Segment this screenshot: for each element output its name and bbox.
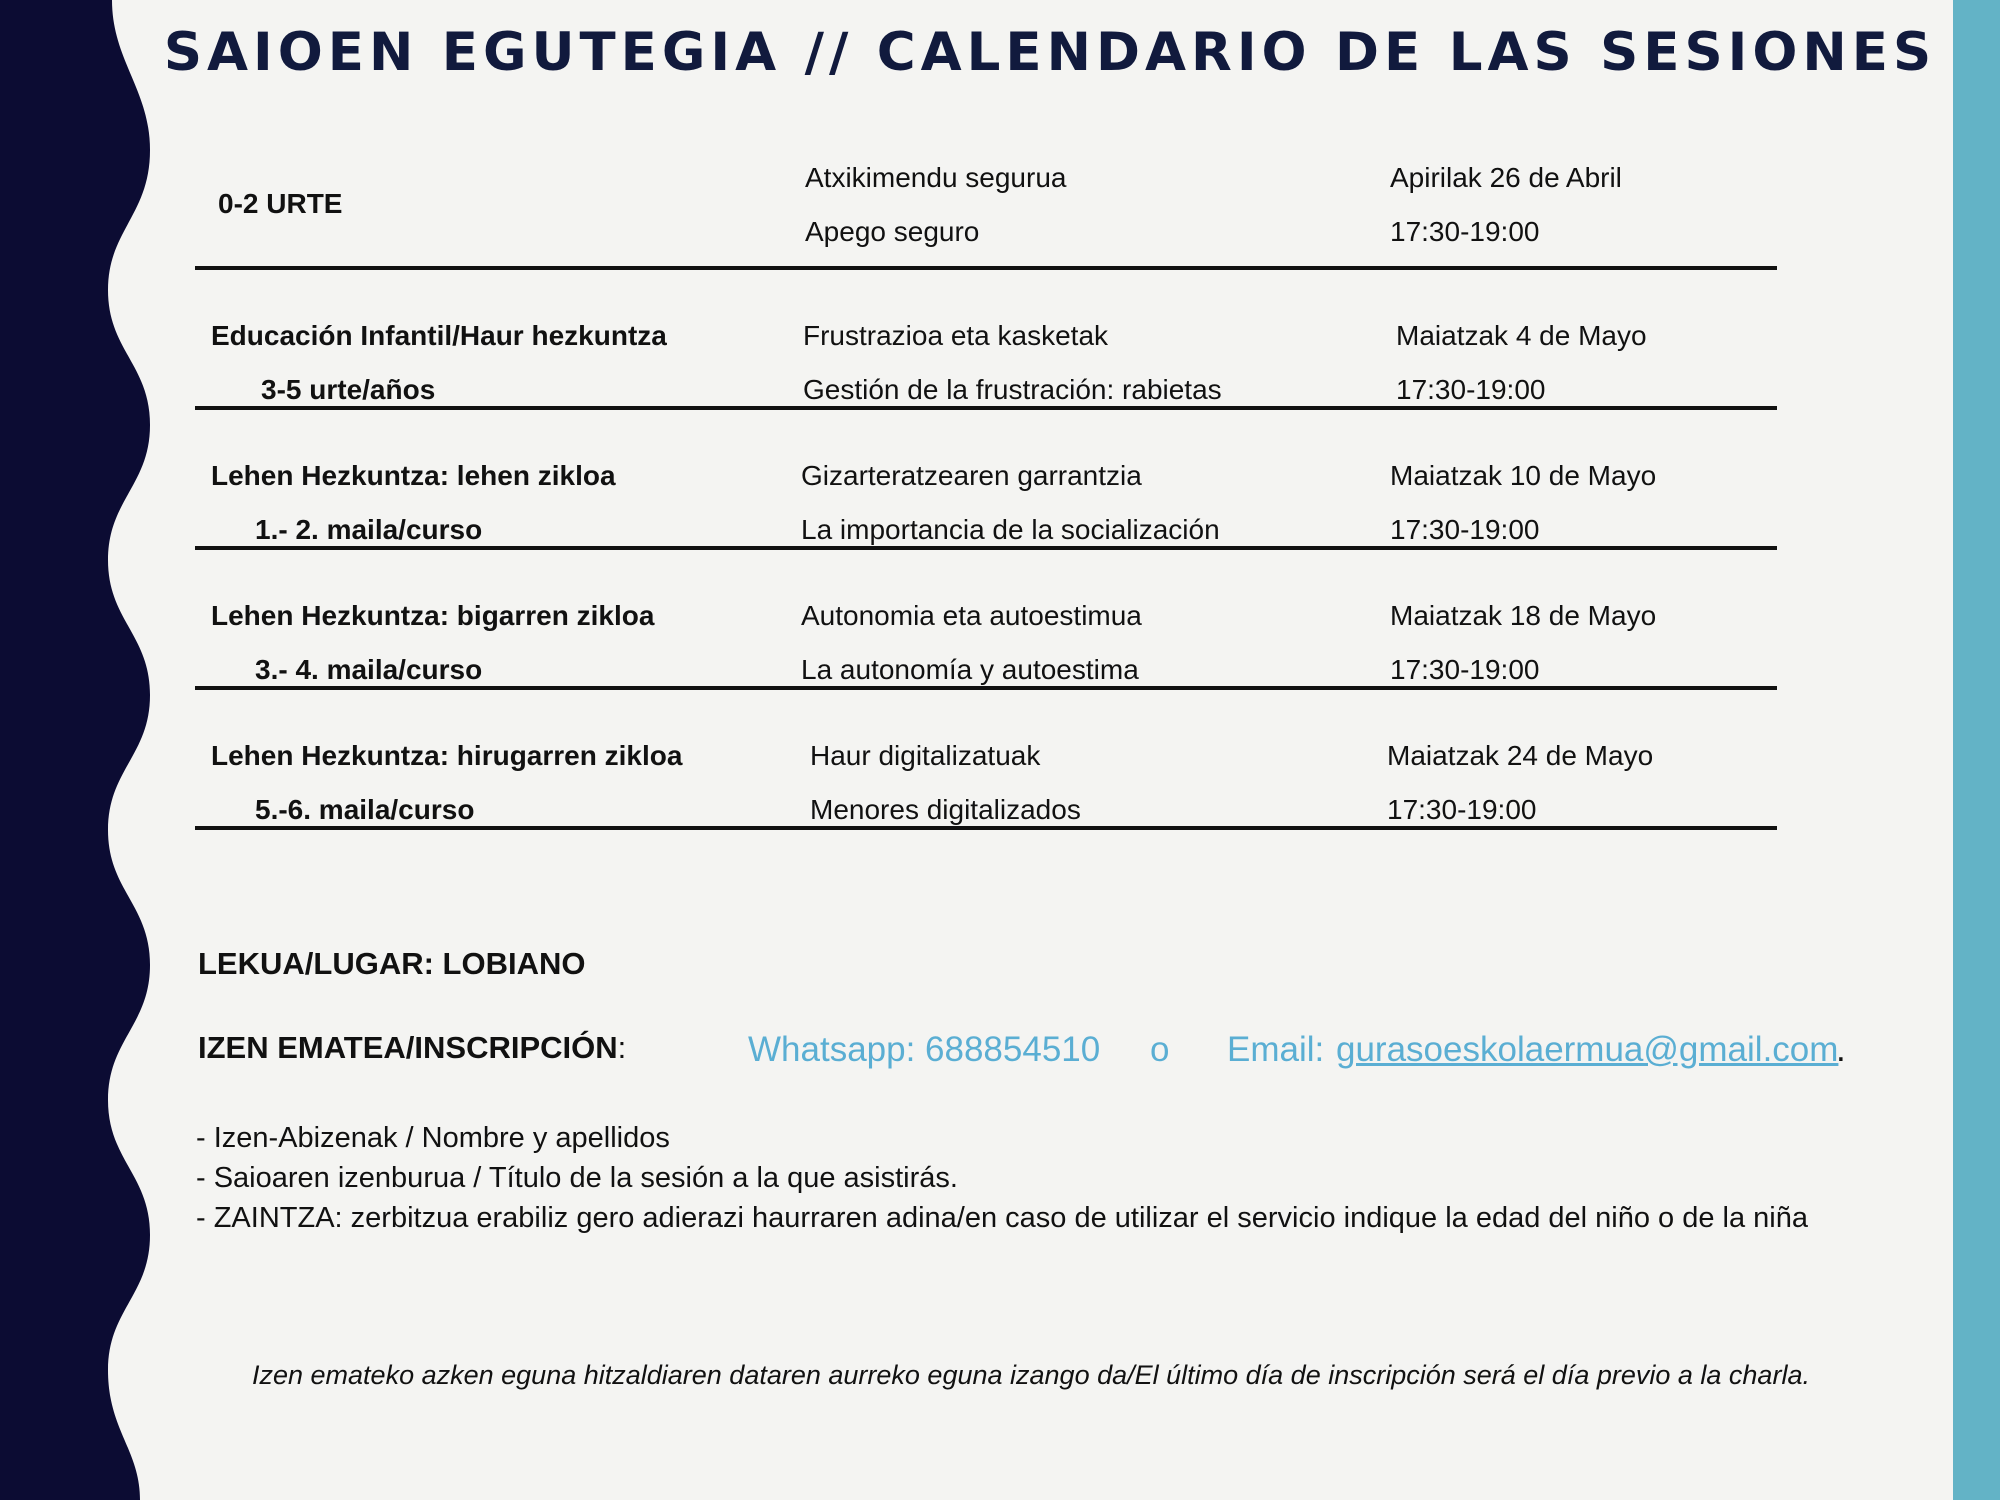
- email-label: Email:: [1227, 1030, 1325, 1069]
- session-topic-es: La autonomía y autoestima: [801, 654, 1139, 685]
- session-level: Lehen Hezkuntza: lehen zikloa: [211, 460, 616, 491]
- requirements-list: [196, 1118, 1808, 1238]
- session-sublevel: 3-5 urte/años: [261, 374, 436, 405]
- session-topic-eu: Autonomia eta autoestimua: [801, 600, 1142, 631]
- session-topic-eu: Atxikimendu segurua: [805, 162, 1067, 193]
- session-level: Lehen Hezkuntza: bigarren zikloa: [211, 600, 655, 631]
- session-time: 17:30-19:00: [1396, 374, 1546, 405]
- session-topic-es: Gestión de la frustración: rabietas: [803, 374, 1222, 405]
- session-date: Apirilak 26 de Abril: [1390, 162, 1622, 193]
- registration-label-text: IZEN EMATEA/INSCRIPCIÓN: [198, 1030, 618, 1065]
- registration-label: [198, 1030, 626, 1066]
- session-sublevel: 1.- 2. maila/curso: [255, 514, 483, 545]
- list-item: - Saioaren izenburua / Título de la sesión a la que asistirás.: [196, 1162, 958, 1194]
- session-level: Lehen Hezkuntza: hirugarren zikloa: [211, 740, 683, 771]
- session-topic-es: Apego seguro: [805, 216, 980, 247]
- page-title: SAIOEN EGUTEGIA // CALENDARIO DE LAS SESIONES: [163, 22, 1937, 83]
- session-sublevel: 5.-6. maila/curso: [255, 794, 475, 825]
- session-time: 17:30-19:00: [1390, 514, 1540, 545]
- session-date: Maiatzak 24 de Mayo: [1387, 740, 1654, 771]
- session-topic-eu: Gizarteratzearen garrantzia: [801, 460, 1142, 491]
- session-time: 17:30-19:00: [1390, 654, 1540, 685]
- decorative-wave-border: [0, 0, 170, 1500]
- session-time: 17:30-19:00: [1387, 794, 1537, 825]
- session-date: Maiatzak 10 de Mayo: [1390, 460, 1657, 491]
- session-topic-eu: Frustrazioa eta kasketak: [803, 320, 1109, 351]
- session-time: 17:30-19:00: [1390, 216, 1540, 247]
- session-row: [195, 150, 1777, 270]
- session-date: Maiatzak 18 de Mayo: [1390, 600, 1657, 631]
- list-item: - Izen-Abizenak / Nombre y apellidos: [196, 1122, 670, 1154]
- registration-separator: :: [617, 1030, 627, 1065]
- session-row: [195, 410, 1777, 550]
- deadline-note: Izen emateko azken eguna hitzaldiaren dataren aurreko eguna izango da/El último día de inscripción será el día previo a la charla.: [252, 1360, 1810, 1390]
- registration-end-period: .: [1836, 1030, 1846, 1069]
- session-date: Maiatzak 4 de Mayo: [1396, 320, 1647, 351]
- sessions-table: [195, 150, 1777, 830]
- session-row: [195, 690, 1777, 830]
- email-link[interactable]: gurasoeskolaermua@gmail.com: [1336, 1030, 1839, 1069]
- session-topic-es: La importancia de la socialización: [801, 514, 1220, 545]
- accent-bar: [1953, 0, 2000, 1500]
- session-level: Educación Infantil/Haur hezkuntza: [211, 320, 667, 351]
- list-item: - ZAINTZA: zerbitzua erabiliz gero adierazi haurraren adina/en caso de utilizar el servicio indique la edad del niño o de la niña: [196, 1202, 1809, 1234]
- session-sublevel: 3.- 4. maila/curso: [255, 654, 483, 685]
- session-row: [195, 550, 1777, 690]
- session-topic-eu: Haur digitalizatuak: [810, 740, 1041, 771]
- place-info: LEKUA/LUGAR: LOBIANO: [198, 946, 586, 981]
- session-row: [195, 270, 1777, 410]
- session-topic-es: Menores digitalizados: [810, 794, 1081, 825]
- session-level: 0-2 URTE: [218, 188, 343, 219]
- or-separator: o: [1150, 1030, 1170, 1069]
- whatsapp-contact[interactable]: Whatsapp: 688854510: [748, 1030, 1101, 1069]
